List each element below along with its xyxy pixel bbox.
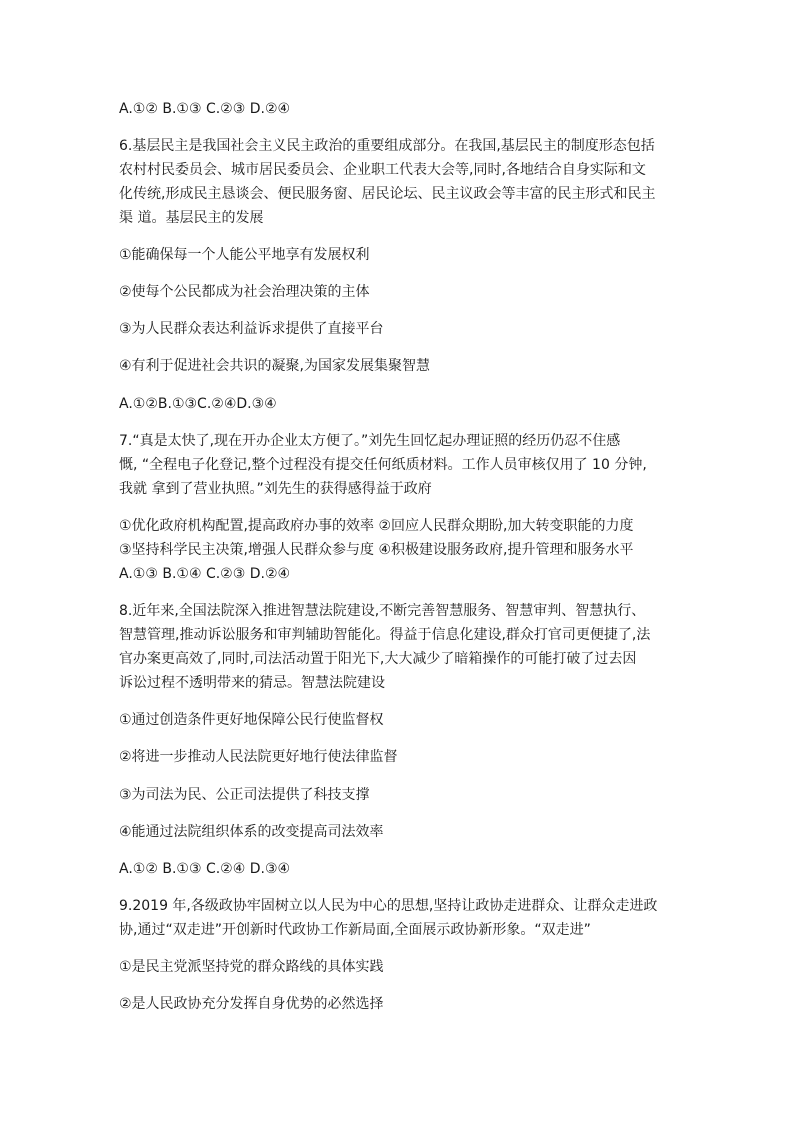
q8-stem-line: 智慧管理,推动诉讼服务和审判辅助智能化。得益于信息化建设,群众打官司更便捷了,法 — [119, 627, 651, 643]
q8-stem-line: 8.近年来,全国法院深入推进智慧法院建设,不断完善智慧服务、智慧审判、智慧执行、 — [119, 603, 646, 619]
q6-option: ②使每个公民都成为社会治理决策的主体 — [119, 284, 370, 300]
q6-option: ③为人民群众表达利益诉求提供了直接平台 — [119, 321, 384, 337]
q8-stem-line: 诉讼过程不透明带来的猜忌。智慧法院建设 — [119, 675, 385, 691]
q5-answer-choices: A.①② B.①③ C.②③ D.②④ — [119, 101, 291, 117]
q9-stem-line: 9.2019 年,各级政协牢固树立以人民为中心的思想,坚持让政协走进群众、让群众走进政 — [119, 898, 658, 914]
q8-answer-choices: A.①② B.①③ C.②④ D.③④ — [119, 861, 291, 877]
q7-option: ①优化政府机构配置,提高政府办事的效率 ②回应人民群众期盼,加大转变职能的力度 — [119, 518, 634, 534]
q8-option: ②将进一步推动人民法院更好地行使法律监督 — [119, 749, 398, 765]
q9-option: ②是人民政协充分发挥自身优势的必然选择 — [119, 996, 384, 1012]
q6-stem-line: 农村村民委员会、城市居民委员会、企业职工代表大会等,同时,各地结合自身实际和文 — [119, 162, 646, 178]
q6-answer-choices: A.①②B.①③C.②④D.③④ — [119, 396, 277, 412]
q6-stem-line: 渠 道。基层民主的发展 — [119, 210, 264, 226]
q9-stem-line: 协,通过“双走进”开创新时代政协工作新局面,全面展示政协新形象。“双走进” — [119, 922, 591, 938]
q8-stem-line: 官办案更高效了,同时,司法活动置于阳光下,大大减少了暗箱操作的可能打破了过去因 — [119, 651, 637, 667]
q7-answer-choices: A.①③ B.①④ C.②③ D.②④ — [119, 566, 291, 582]
q7-stem-line: 慨, “全程电子化登记,整个过程没有提交任何纸质材料。工作人员审核仅用了 10 分钟, — [119, 457, 647, 473]
q9-option: ①是民主党派坚持党的群众路线的具体实践 — [119, 959, 384, 975]
q7-option: ③坚持科学民主决策,增强人民群众参与度 ④积极建设服务政府,提升管理和服务水平 — [119, 542, 634, 558]
q7-stem-line: 我就 拿到了营业执照。”刘先生的获得感得益于政府 — [119, 481, 432, 497]
q6-option: ④有利于促进社会共识的凝聚,为国家发展集聚智慧 — [119, 358, 430, 374]
q8-option: ④能通过法院组织体系的改变提高司法效率 — [119, 824, 384, 840]
q8-option: ③为司法为民、公正司法提供了科技支撑 — [119, 787, 370, 803]
q8-option: ①通过创造条件更好地保障公民行使监督权 — [119, 712, 384, 728]
q7-stem-line: 7.“真是太快了,现在开办企业太方便了。”刘先生回忆起办理证照的经历仍忍不住感 — [119, 433, 621, 449]
q6-stem-line: 6.基层民主是我国社会主义民主政治的重要组成部分。在我国,基层民主的制度形态包括 — [119, 138, 655, 154]
q6-option: ①能确保每一个人能公平地享有发展权利 — [119, 247, 370, 263]
q6-stem-line: 化传统,形成民主恳谈会、便民服务窗、居民论坛、民主议政会等丰富的民主形式和民主 — [119, 186, 656, 202]
